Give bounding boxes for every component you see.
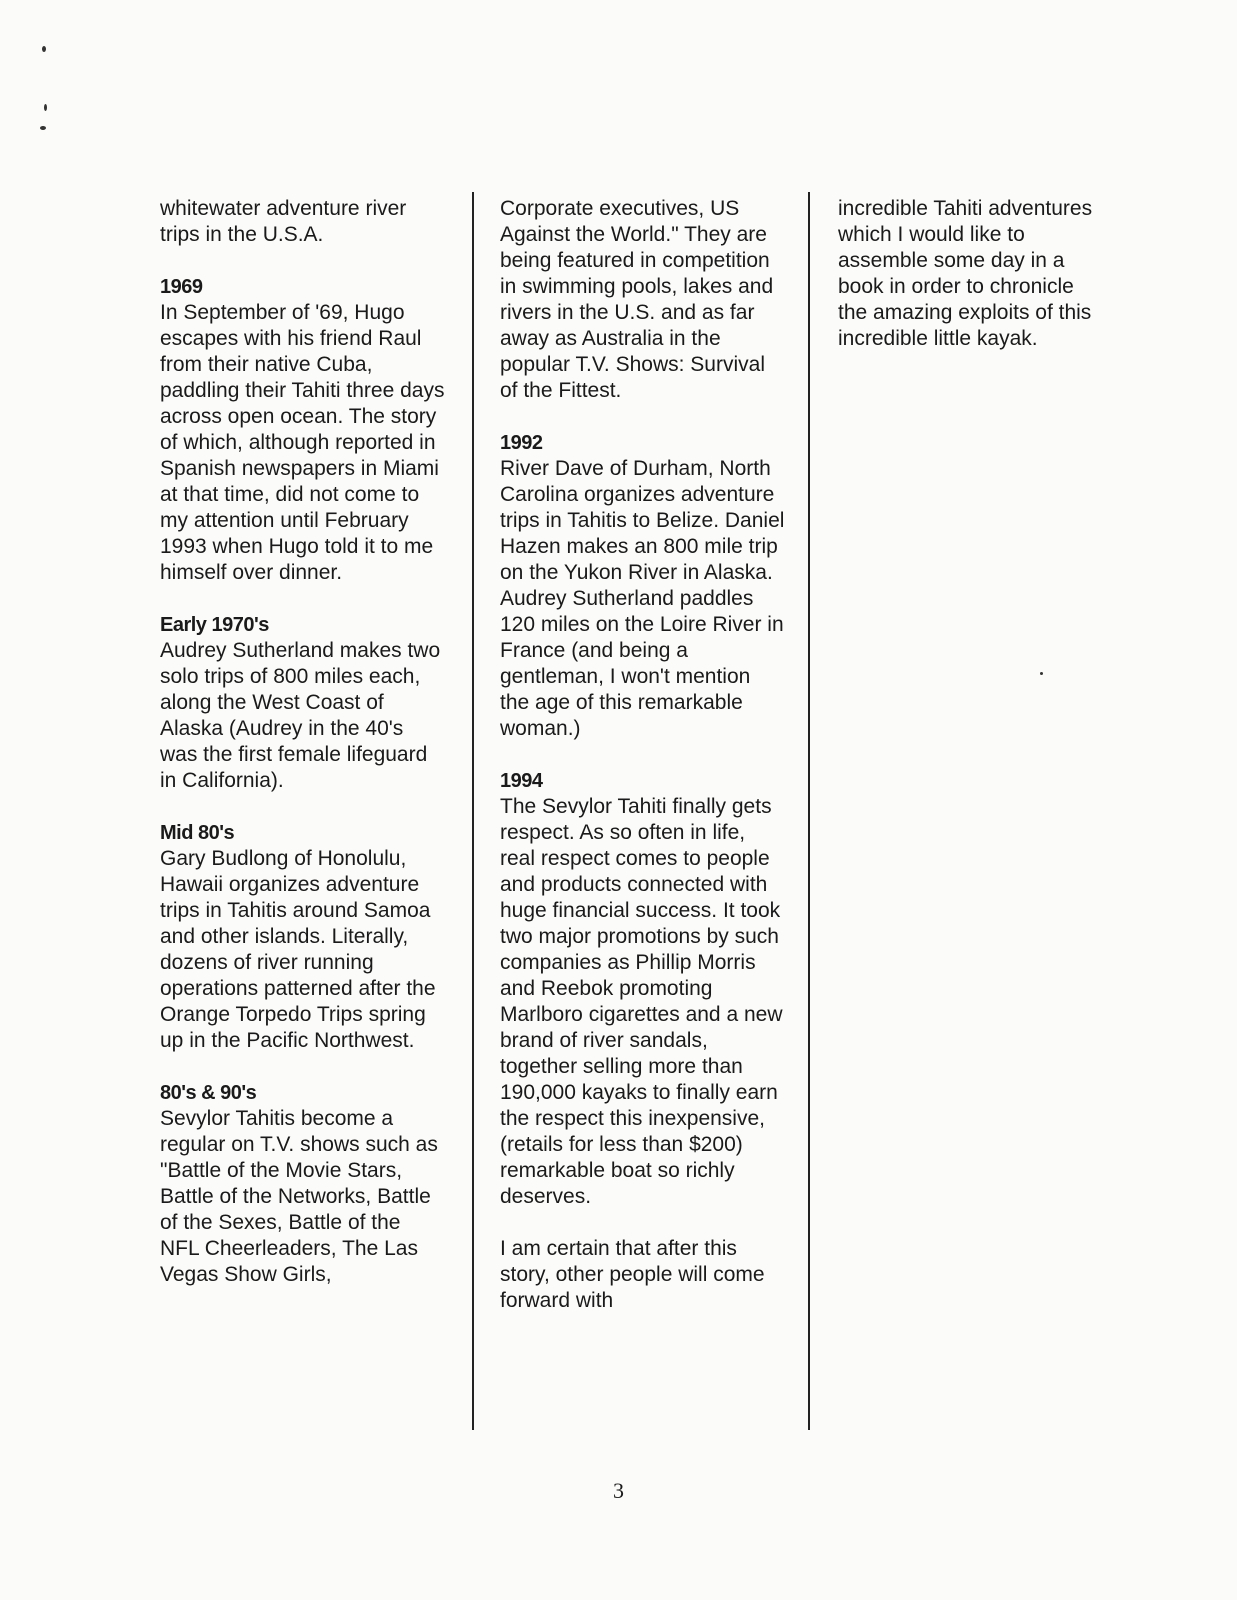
- paragraph: Corporate executives, US Against the World." They are being featured in competition in swimming pools, lakes and rivers in the U.S. and as far away as Australia in the popular T.V. Shows: Survival of the Fittest.: [500, 197, 774, 402]
- paragraph: I am certain that after this story, other people will come forward with: [500, 1237, 765, 1312]
- text-column-3: [838, 196, 1108, 378]
- scan-speck: [40, 126, 46, 130]
- section-heading: 1969: [160, 276, 203, 298]
- scan-speck: [44, 104, 47, 111]
- scan-speck: [1040, 672, 1043, 675]
- section-heading: 1992: [500, 432, 543, 454]
- section-heading: Early 1970's: [160, 614, 269, 636]
- scan-speck: [42, 46, 46, 52]
- paragraph: incredible Tahiti adventures which I would like to assemble some day in a book in order to chronicle the amazing exploits of this incredible little kayak.: [838, 197, 1093, 350]
- section-heading: 1994: [500, 770, 543, 792]
- section-heading: 80's & 90's: [160, 1082, 257, 1104]
- paragraph: whitewater adventure river trips in the U.S.A.: [160, 197, 407, 246]
- text-column-1: whitewater adventure river trips in the U.S.A. 1969 In September of '69, Hugo escapes with his friend Raul from their native Cuba, paddling their Tahiti three days across open ocean. The story of which, although reported in Spanish newspapers in Miami at that time, did not come to my attention until February 1993 when Hugo told it to me himself over dinner. Early 1970's Audrey Sutherland makes two solo trips of 800 miles each, along the West Coast of Alaska (Audrey in the 40's was the first female lifeguard in California). Mid 80's Gary Budlong of Honolulu, Hawaii organizes adventure trips in Tahitis around Samoa and other islands. Literally, dozens of river running operations patterned after the Orange Torpedo Trips spring up in the Pacific Northwest. 80's & 90's Sevylor Tahitis become a regular on T.V. shows such as "Battle of the Movie Stars, Battle of the Networks, Battle of the Sexes, Battle of the NFL Cheerleaders, The Las Vegas Show Girls,: [160, 197, 445, 1286]
- column-divider: [472, 192, 474, 1430]
- page-number: 3: [613, 1478, 624, 1503]
- section-heading: Mid 80's: [160, 822, 235, 844]
- text-column-2: Corporate executives, US Against the World." They are being featured in competition in swimming pools, lakes and rivers in the U.S. and as far away as Australia in the popular T.V. Shows: Survival of the Fittest. 1992 River Dave of Durham, North Carolina organizes adventure trips in Tahitis to Belize. Daniel Hazen makes an 800 mile trip on the Yukon River in Alaska. Audrey Sutherland paddles 120 miles on the Loire River in France (and being a gentleman, I won't mention the age of this remarkable woman.) 1994 The Sevylor Tahiti finally gets respect. As so often in life, real respect comes to people and products connected with huge financial success. It took two major promotions by such companies as Phillip Morris and Reebok promoting Marlboro cigarettes and a new brand of river sandals, together selling more than 190,000 kayaks to finally earn the respect this inexpensive, (retails for less than $200) remarkable boat so richly deserves. I am certain that after this story, other people will come forward with: [500, 197, 785, 1312]
- column-divider: [808, 192, 810, 1430]
